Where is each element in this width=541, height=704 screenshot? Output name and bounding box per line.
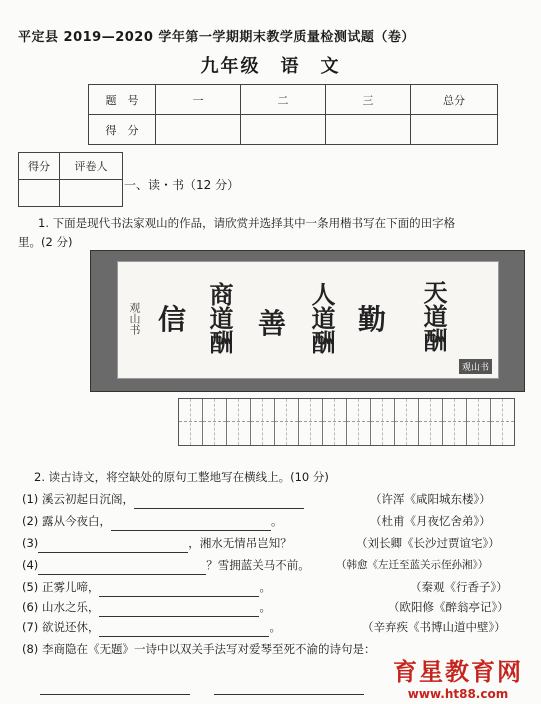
item-3-blank[interactable] [38,538,188,553]
item-2-mid: 。 [270,514,283,528]
item-6-prefix: (6) 山水之乐， [22,600,100,614]
section-1-heading: 一、读・书（12 分） [124,178,240,192]
tianzige-cell[interactable] [227,399,251,445]
tianzige-cell[interactable] [299,399,323,445]
tianzige-cell[interactable] [491,399,514,445]
question-2-item-2 [22,512,522,531]
calligraphy-column-ren: 人道酬 [307,282,336,354]
tianzige-cell[interactable] [251,399,275,445]
item-3-prefix: (3) [22,536,39,550]
watermark-logo-text: 育星教育网 [393,658,523,686]
grader-label-score: 得分 [19,153,60,180]
tianzige-cell[interactable] [323,399,347,445]
question-2-item-8: (8) 李商隐在《无题》一诗中以双关手法写对爱琴至死不渝的诗句是： [22,642,376,656]
tianzige-cell[interactable] [275,399,299,445]
item-3-mid: ，湘水无情吊岂知？ [188,536,292,550]
score-cell-3[interactable] [326,115,411,145]
question-1-line1: 1. 下面是现代书法家观山的作品，请欣赏并选择其中一条用楷书写在下面的田字格 [38,216,456,230]
question-2-item-4 [22,556,522,575]
item-2-source: （杜甫《月夜忆舍弟》） [370,514,491,528]
item-4-prefix: (4) [22,558,39,572]
calligraphy-seal: 观山书 [459,359,492,374]
watermark [393,652,523,701]
score-table-col-2: 二 [241,85,326,115]
item-7-prefix: (7) 欲说还休， [22,620,100,634]
item-1-blank[interactable] [134,494,304,509]
score-table-col-total: 总分 [411,85,498,115]
item-2-prefix: (2) 露从今夜白， [22,514,111,528]
question-2-item-6 [22,598,522,617]
item-4-source: （韩愈《左迁至蓝关示侄孙湘》） [336,559,489,571]
item-7-blank[interactable] [99,622,269,637]
score-table-label-score: 得 分 [89,115,156,145]
calligraphy-char-qin: 勤 [358,303,387,336]
question-2-item-7 [22,618,522,637]
tianzige-cell[interactable] [371,399,395,445]
exam-title: 平定县 2019—2020 学年第一学期期末教学质量检测试题（卷） [18,30,415,45]
item-8-blank-2[interactable] [214,680,364,695]
question-2-item-3 [22,534,522,553]
score-table [88,84,498,145]
calligraphy-paper [117,261,499,379]
tianzige-cell[interactable] [443,399,467,445]
item-8-blank-1[interactable] [40,680,190,695]
item-6-blank[interactable] [99,602,259,617]
calligraphy-char-shan: 善 [258,307,287,340]
score-cell-2[interactable] [241,115,326,145]
calligraphy-column-shang: 商道酬 [205,282,234,354]
tianzige-cell[interactable] [203,399,227,445]
item-4-blank[interactable] [38,560,206,575]
calligraphy-column-tian: 天道酬 [419,280,448,352]
item-5-source: （秦观《行香子》） [410,580,508,594]
item-7-source: （辛弃疾《书博山道中壁》） [362,620,506,634]
tianzige-cell[interactable] [179,399,203,445]
question-2-intro: 2. 读古诗文，将空缺处的原句工整地写在横线上。(10 分) [34,470,329,484]
item-1-prefix: (1) 溪云初起日沉阁， [22,492,134,506]
score-table-col-3: 三 [326,85,411,115]
item-6-source: （欧阳修《醉翁亭记》） [388,600,509,614]
tianzige-cell[interactable] [419,399,443,445]
score-table-label-question: 题 号 [89,85,156,115]
item-1-source: （许浑《咸阳城东楼》） [370,492,491,506]
grader-name-cell[interactable] [60,180,123,207]
grader-table [18,152,123,207]
item-5-blank[interactable] [99,582,259,597]
item-5-prefix: (5) 正雾儿啼， [22,580,100,594]
watermark-url: www.ht88.com [407,687,509,701]
item-2-blank[interactable] [111,516,271,531]
score-table-col-1: 一 [156,85,241,115]
exam-subtitle: 九年级 语 文 [200,56,341,77]
tianzige-grid[interactable] [178,398,515,446]
tianzige-cell[interactable] [347,399,371,445]
score-cell-total[interactable] [411,115,498,145]
question-2-item-5 [22,578,522,597]
score-cell-1[interactable] [156,115,241,145]
question-1-line2: 里。(2 分) [18,235,73,249]
tianzige-cell[interactable] [395,399,419,445]
item-7-mid: 。 [269,620,281,634]
question-2-item-1 [22,490,522,509]
calligraphy-artwork [90,250,525,392]
grader-score-cell[interactable] [19,180,60,207]
calligraphy-inscription: 观山书 [128,302,141,335]
grader-label-grader: 评卷人 [60,153,123,180]
item-3-source: （刘长卿《长沙过贾谊宅》） [356,536,500,550]
calligraphy-char-xin: 信 [158,303,187,336]
item-4-mid: ？雪拥蓝关马不前。 [206,558,310,572]
item-5-mid: 。 [259,580,271,594]
tianzige-cell[interactable] [467,399,491,445]
question-2-item-8-answer[interactable] [40,676,364,695]
item-6-mid: 。 [259,600,271,614]
